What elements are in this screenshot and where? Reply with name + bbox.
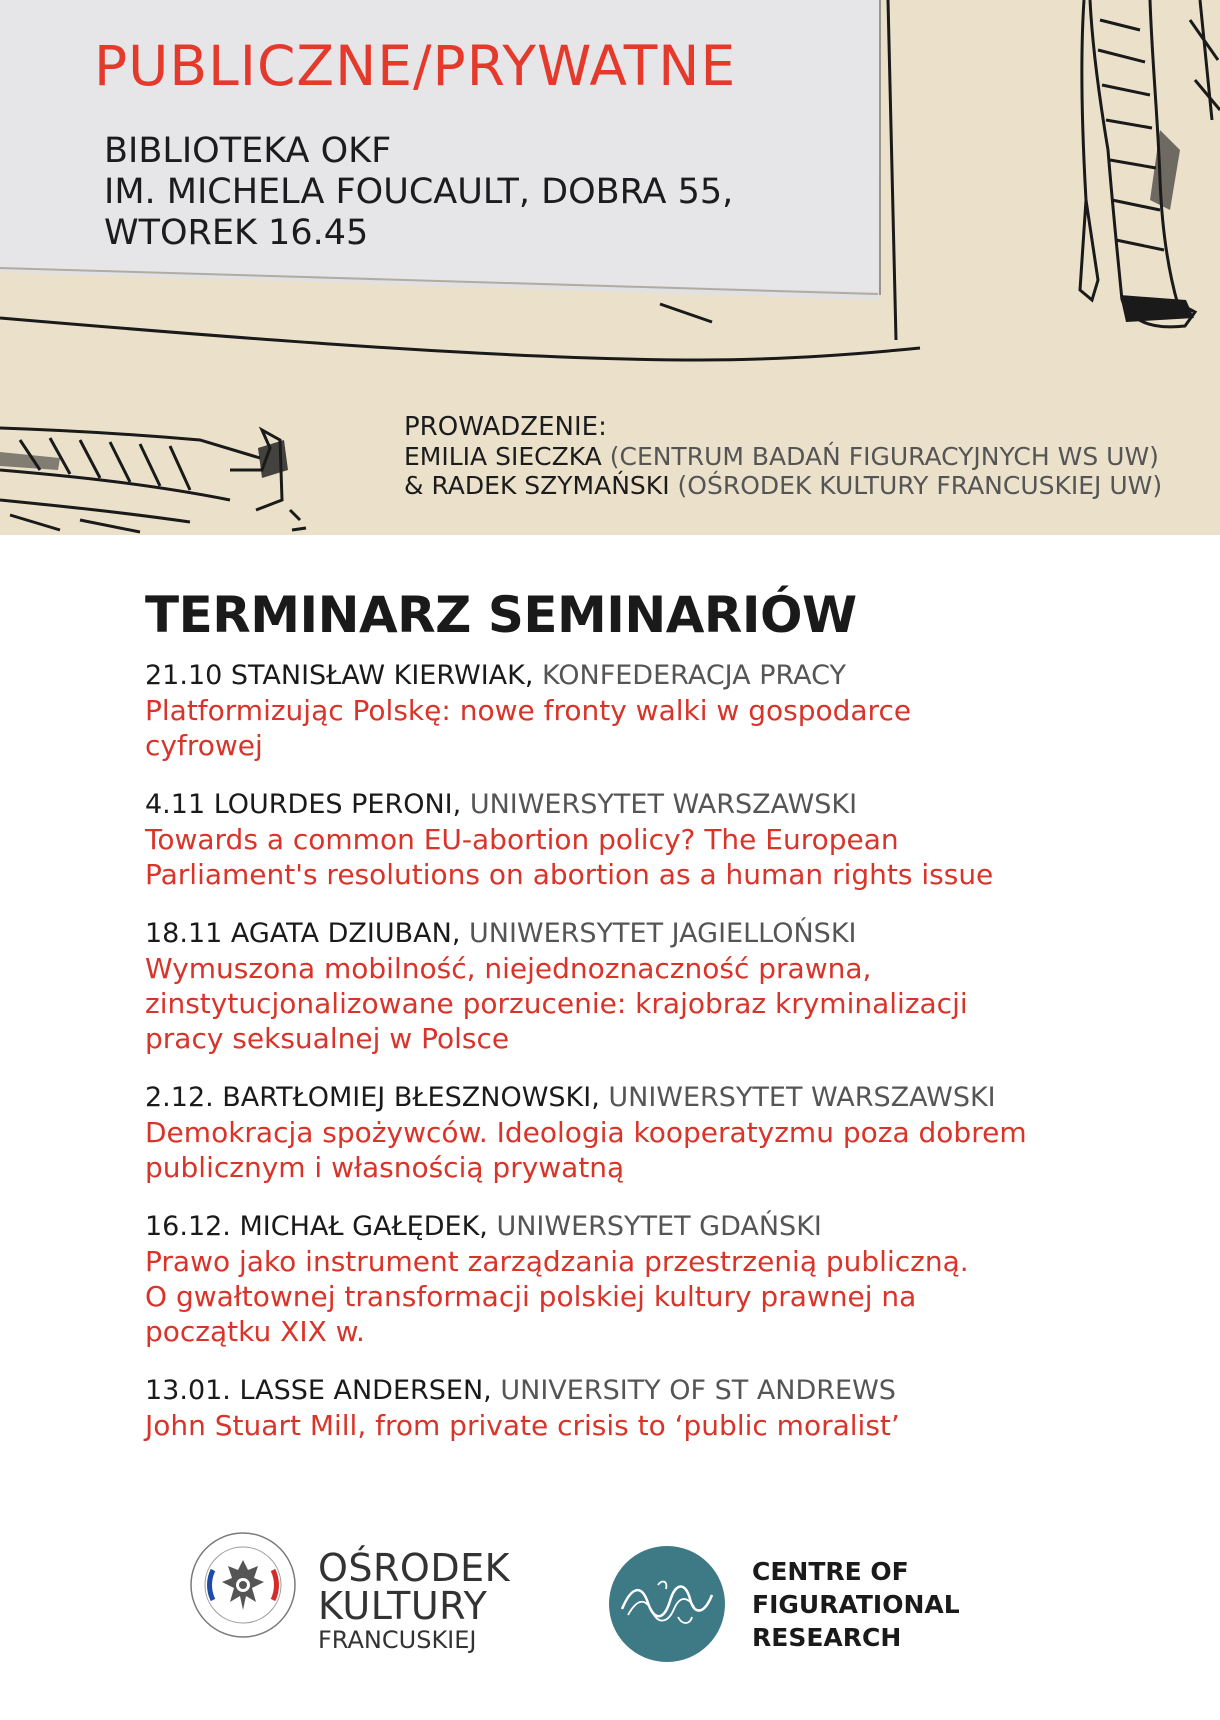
host-affiliation: (OŚRODEK KULTURY FRANCUSKIEJ UW): [669, 471, 1163, 500]
seminar-entry: [145, 1080, 1155, 1185]
seminar-topic: Towards a common EU-abortion policy? The European: [145, 823, 899, 856]
seminar-entry: [145, 1373, 1155, 1443]
seminar-topic: zinstytucjonalizowane porzucenie: krajobraz kryminalizacji: [145, 987, 968, 1020]
seminar-entry: [145, 1209, 1155, 1349]
seminar-speaker-line: [145, 1373, 1155, 1408]
seminar-speaker: 2.12. BARTŁOMIEJ BŁESZNOWSKI,: [145, 1082, 600, 1113]
host-affiliation: (CENTRUM BADAŃ FIGURACYJNYCH WS UW): [601, 442, 1159, 471]
host-line: [404, 442, 1162, 471]
seminar-topic: cyfrowej: [145, 729, 263, 762]
seminar-affiliation: UNIWERSYTET JAGIELLOŃSKI: [460, 918, 857, 949]
schedule-heading: TERMINARZ SEMINARIÓW: [145, 586, 857, 644]
host-name: & RADEK SZYMAŃSKI: [404, 471, 670, 500]
seminar-topic: pracy seksualnej w Polsce: [145, 1022, 510, 1055]
cfr-circle-logo: [608, 1545, 726, 1663]
seminar-affiliation: UNIVERSITY OF ST ANDREWS: [491, 1375, 896, 1406]
seminar-topic: publicznym i własnością prywatną: [145, 1151, 625, 1184]
venue-info: [104, 131, 733, 254]
cfr-line: RESEARCH: [752, 1623, 902, 1652]
seminar-affiliation: UNIWERSYTET GDAŃSKI: [487, 1211, 822, 1242]
seminar-affiliation: UNIWERSYTET WARSZAWSKI: [599, 1082, 996, 1113]
host-name: EMILIA SIECZKA: [404, 442, 602, 471]
seminar-speaker: 4.11 LOURDES PERONI,: [145, 789, 462, 820]
hosts-label: PROWADZENIE:: [404, 412, 607, 442]
event-title: PUBLICZNE/PRYWATNE: [94, 34, 737, 98]
seminar-entry: [145, 916, 1155, 1056]
seminar-speaker: 21.10 STANISŁAW KIERWIAK,: [145, 660, 534, 691]
hosts-block: [404, 413, 1162, 500]
okf-line: OŚRODEK: [318, 1546, 511, 1590]
seminar-topic: Parliament's resolutions on abortion as a human rights issue: [145, 858, 994, 891]
seminar-speaker-line: [145, 1080, 1155, 1115]
seminar-topic: Demokracja spożywców. Ideologia kooperatyzmu poza dobrem: [145, 1116, 1027, 1149]
venue-line: BIBLIOTEKA OKF: [104, 131, 392, 171]
logos-footer: [0, 1530, 1220, 1670]
seminar-topic: Platformizując Polskę: nowe fronty walki w gospodarce: [145, 694, 912, 727]
okf-line: FRANCUSKIEJ: [318, 1626, 477, 1654]
seminar-speaker-line: [145, 787, 1155, 822]
seminar-speaker: 18.11 AGATA DZIUBAN,: [145, 918, 461, 949]
seminar-topic: O gwałtownej transformacji polskiej kultury prawnej na: [145, 1280, 917, 1313]
cfr-line: FIGURATIONAL: [752, 1590, 960, 1619]
seminar-topic: Prawo jako instrument zarządzania przestrzenią publiczną.: [145, 1245, 969, 1278]
okf-line: KULTURY: [318, 1584, 488, 1628]
host-line: [404, 471, 1162, 500]
header-banner: [0, 0, 1220, 535]
okf-wordmark: [318, 1546, 511, 1655]
seminar-topic: John Stuart Mill, from private crisis to ‘public moralist’: [145, 1409, 900, 1442]
seminar-affiliation: KONFEDERACJA PRACY: [533, 660, 847, 691]
venue-line: WTOREK 16.45: [104, 213, 369, 253]
seminar-speaker-line: [145, 1209, 1155, 1244]
seminar-affiliation: UNIWERSYTET WARSZAWSKI: [461, 789, 858, 820]
seminar-topic: początku XIX w.: [145, 1315, 365, 1348]
cfr-wordmark: [752, 1555, 960, 1654]
okf-seal-logo: [188, 1530, 298, 1640]
seminar-speaker: 13.01. LASSE ANDERSEN,: [145, 1375, 492, 1406]
seminar-topic: Wymuszona mobilność, niejednoznaczność prawna,: [145, 952, 872, 985]
cfr-line: CENTRE OF: [752, 1557, 909, 1586]
seminar-speaker-line: [145, 916, 1155, 951]
schedule-section: [145, 586, 1155, 1467]
seminar-entry: [145, 658, 1155, 763]
seminar-speaker: 16.12. MICHAŁ GAŁĘDEK,: [145, 1211, 488, 1242]
seminar-speaker-line: [145, 658, 1155, 693]
venue-line: IM. MICHELA FOUCAULT, DOBRA 55,: [104, 172, 734, 212]
seminar-entry: [145, 787, 1155, 892]
